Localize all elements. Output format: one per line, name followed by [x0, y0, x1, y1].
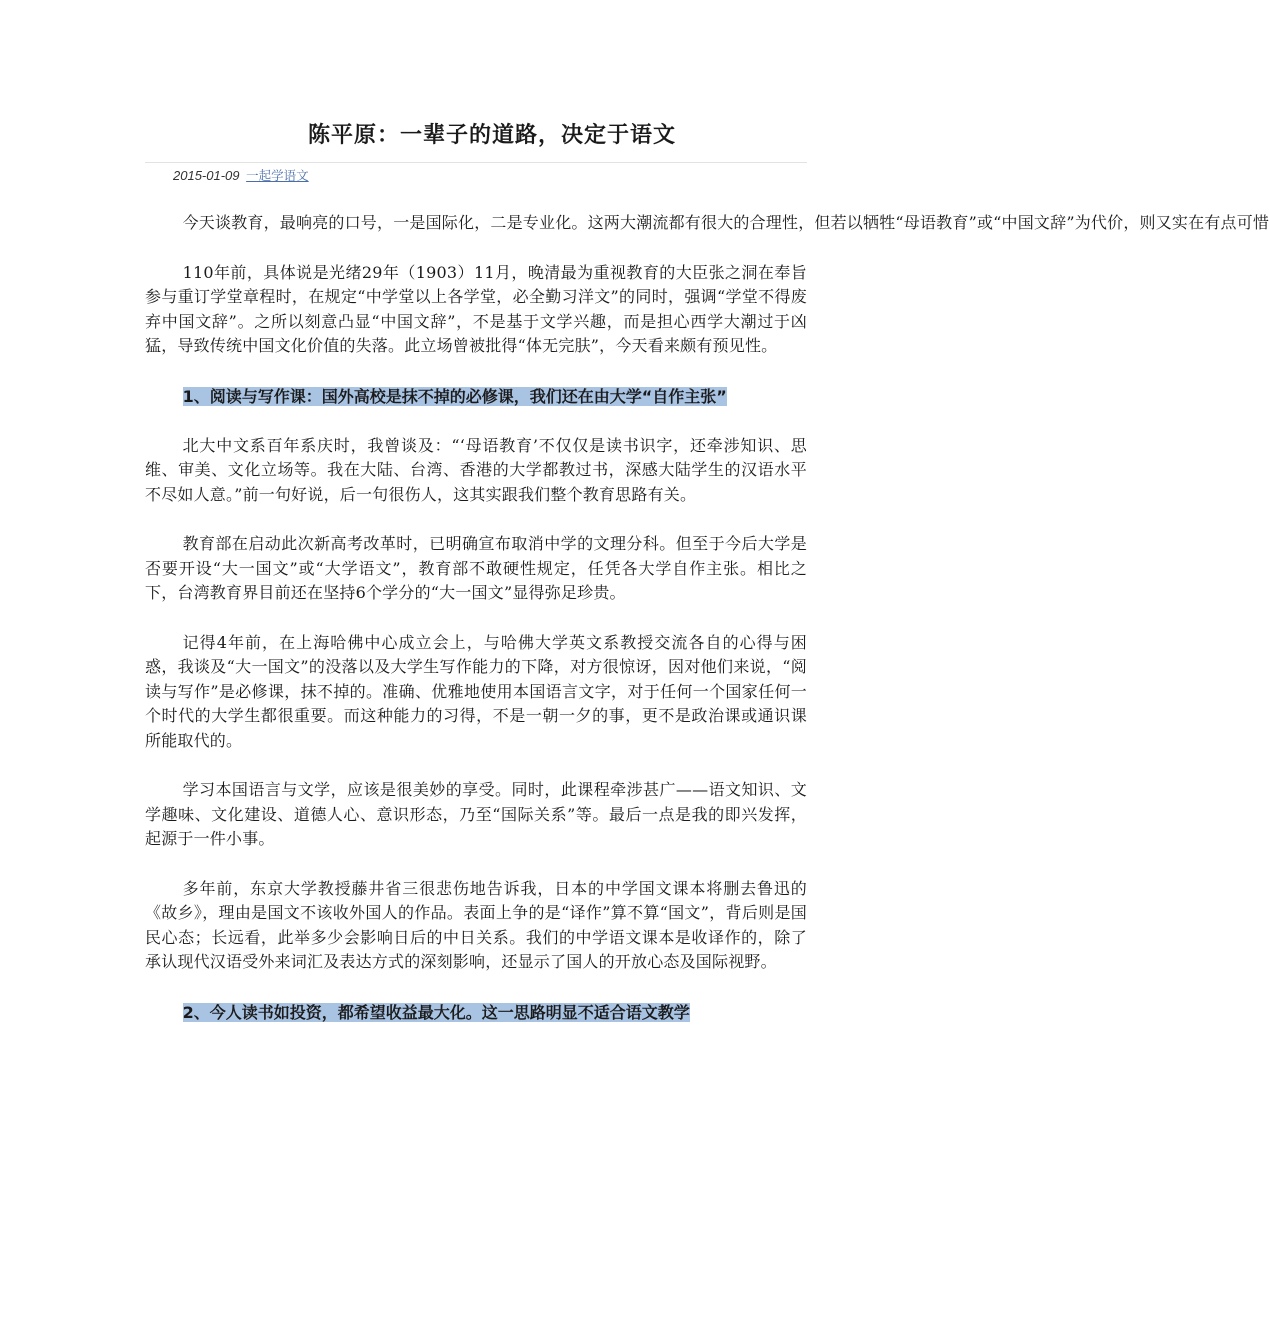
article-title: 陈平原：一辈子的道路，决定于语文 [307, 123, 676, 148]
article-body [145, 211, 1269, 1025]
section-heading-1 [145, 384, 807, 409]
section-heading-2 [145, 1000, 807, 1025]
section1-paragraph-1: 北大中文系百年系庆时，我曾谈及：“‘母语教育’不仅仅是读书识字，还牵涉知识、思维、审美、文化立场等。我在大陆、台湾、香港的大学都教过书，深感大陆学生的汉语水平不尽如人意。”前一句好说，后一句很伤人，这其实跟我们整个教育思路有关。 [145, 435, 807, 504]
section-heading-1-text: 1、阅读与写作课：国外高校是抹不掉的必修课，我们还在由大学“自作主张” [182, 386, 727, 406]
document-page [145, 118, 1269, 1050]
section1-paragraph-2: 教育部在启动此次新高考改革时，已明确宣布取消中学的文理分科。但至于今后大学是否要开设“大一国文”或“大学语文”，教育部不敢硬性规定，任凭各大学自作主张。相比之下，台湾教育界目前还在坚持6个学分的“大一国文”显得弥足珍贵。 [145, 534, 807, 602]
article-meta [173, 167, 807, 185]
section-heading-2-text: 2、今人读书如投资，都希望收益最大化。这一思路明显不适合语文教学 [182, 1002, 690, 1022]
title-divider [145, 162, 807, 163]
intro-paragraph-2: 110年前，具体说是光绪29年（1903）11月，晚清最为重视教育的大臣张之洞在奉旨参与重订学堂章程时，在规定“中学堂以上各学堂，必全勤习洋文”的同时，强调“学堂不得废弃中国文辞”。之所以刻意凸显“中国文辞”，不是基于文学兴趣，而是担心西学大潮过于凶猛，导致传统中国文化价值的失落。此立场曾被批得“体无完肤”，今天看来颇有预见性。 [145, 262, 807, 355]
intro-paragraph-1: 今天谈教育，最响亮的口号，一是国际化，二是专业化。这两大潮流都有很大的合理性，但若以牺牲“母语教育”或“中国文辞”为代价，则又实在有点可惜 [182, 213, 1269, 232]
article-date: 2015-01-09 [173, 168, 240, 183]
article-source-link[interactable]: 一起学语文 [246, 169, 309, 183]
section1-paragraph-3: 记得4年前，在上海哈佛中心成立会上，与哈佛大学英文系教授交流各自的心得与困惑，我谈及“大一国文”的没落以及大学生写作能力的下降，对方很惊讶，因对他们来说，“阅读与写作”是必修课，抹不掉的。准确、优雅地使用本国语言文字，对于任何一个国家任何一个时代的大学生都很重要。而这种能力的习得，不是一朝一夕的事，更不是政治课或通识课所能取代的。 [145, 632, 807, 750]
section1-paragraph-5: 多年前，东京大学教授藤井省三很悲伤地告诉我，日本的中学国文课本将删去鲁迅的《故乡》，理由是国文不该收外国人的作品。表面上争的是“译作”算不算“国文”，背后则是国民心态；长远看，此举多少会影响日后的中日关系。我们的中学语文课本是收译作的，除了承认现代汉语受外来词汇及表达方式的深刻影响，还显示了国人的开放心态及国际视野。 [145, 878, 807, 971]
section1-paragraph-4: 学习本国语言与文学，应该是很美妙的享受。同时，此课程牵涉甚广——语文知识、文学趣味、文化建设、道德人心、意识形态，乃至“国际关系”等。最后一点是我的即兴发挥，起源于一件小事。 [145, 780, 807, 848]
